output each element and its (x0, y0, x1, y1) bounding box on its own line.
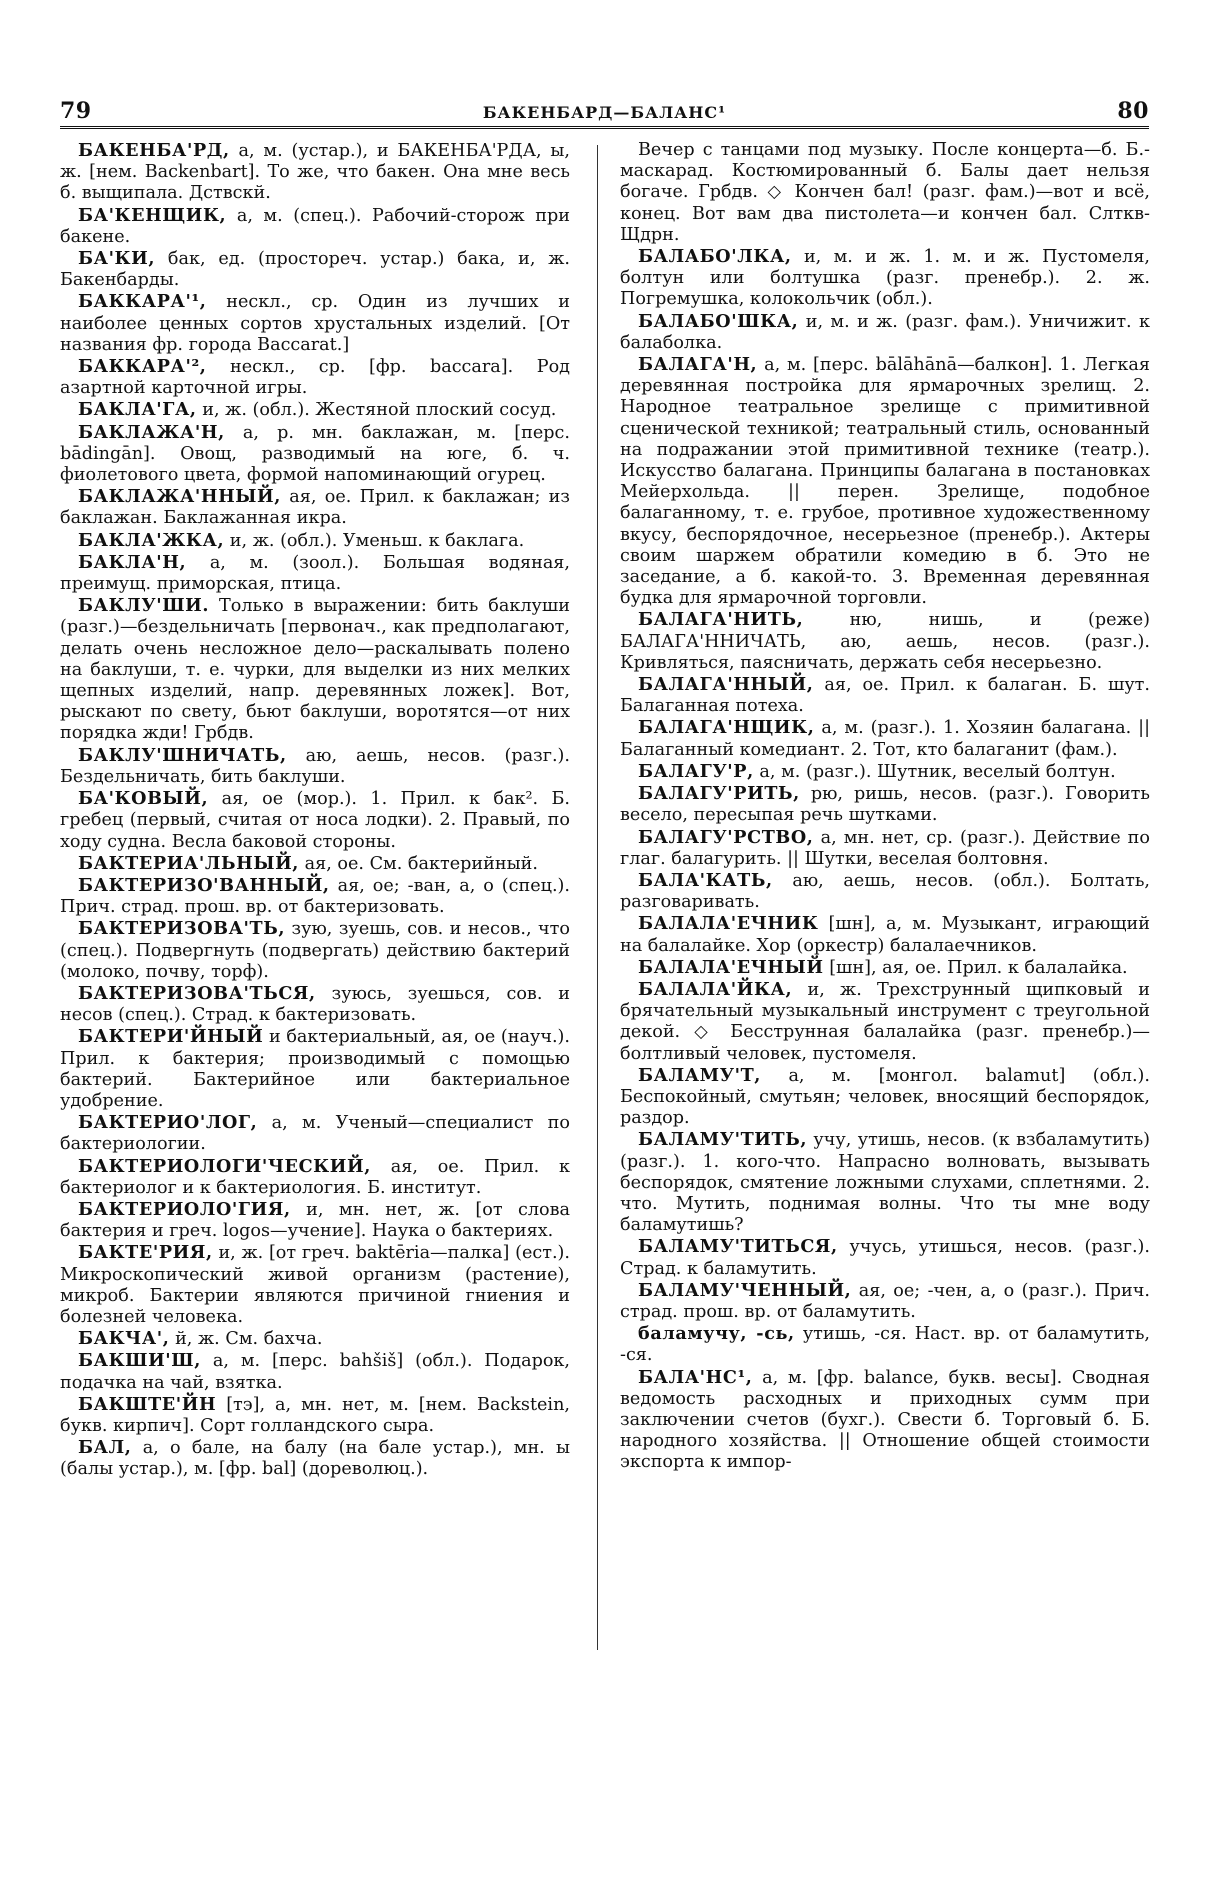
dictionary-entry (60, 983, 570, 1026)
dictionary-entry (60, 1026, 570, 1112)
dictionary-entry (60, 788, 570, 853)
entry-headword: БАКЛАЖА'ННЫЙ, (78, 486, 281, 508)
dictionary-entry (620, 979, 1150, 1065)
entry-headword: БАККАРА'², (78, 356, 207, 378)
entry-definition: и, ж. [от греч. baktēria—палка] (ест.). Микроскопический живой организм (растение), микроб. Бактерии являются причиной гниения и болезней человека. (60, 1243, 570, 1327)
entry-definition: нескл., ср. Один из лучших и наиболее ценных сортов хрустальных изделий. [От названия фр. города Baccarat.] (60, 292, 570, 355)
entry-headword: БАКТЕРИОЛО'ГИЯ, (78, 1198, 291, 1220)
dictionary-entry (60, 1350, 570, 1393)
dictionary-entry (620, 1065, 1150, 1130)
dictionary-entry (60, 486, 570, 529)
entry-definition: рю, ришь, несов. (разг.). Говорить весело, пересыпая речь шутками. (620, 784, 1150, 826)
dictionary-entry (60, 356, 570, 399)
entry-headword: БАЛАГУ'РСТВО, (638, 826, 814, 848)
entry-headword: БАЛАГУ'РИТЬ, (638, 783, 800, 805)
dictionary-entry (620, 1323, 1150, 1366)
entry-headword: БАЛ, (78, 1437, 132, 1459)
entry-definition: утишь, -ся. Наст. вр. от баламутить, -ся. (620, 1324, 1150, 1366)
dictionary-entry (60, 552, 570, 595)
entry-headword: БАЛАМУ'ЧЕННЫЙ, (638, 1279, 852, 1301)
entry-headword: БАЛАГА'НЩИК, (638, 717, 815, 739)
entry-definition: а, р. мн. баклажан, м. [перс. bādingān]. Овощ, разводимый на юге, б. ч. фиолетового цвета, формой напоминающий огурец. (60, 422, 570, 486)
entry-headword: БАЛАЛА'ЕЧНИК (638, 913, 819, 935)
entry-definition: а, м. (разг.). Шутник, веселый болтун. (759, 761, 1116, 782)
dictionary-entry (620, 957, 1150, 979)
entry-definition: и, м. и ж. (разг. фам.). Уничижит. к балаболка. (620, 311, 1150, 353)
entry-definition: ню, нишь, и (реже) БАЛАГА'ННИЧАТЬ, аю, аешь, несов. (разг.). Кривляться, паясничать, держать себя несерьезно. (620, 610, 1150, 673)
entry-headword: БАЛА'КАТЬ, (638, 869, 773, 891)
dictionary-entry (60, 853, 570, 875)
entry-headword: БАККАРА'¹, (78, 291, 207, 313)
entry-definition: Вечер с танцами под музыку. После концерта—б. Б.-маскарад. Костюмированный б. Балы дает нельзя богаче. Грбдв. ◇ Кончен бал! (разг. фам.)—вот и всё, конец. Вот вам два пистолета—и кончен бал. Слткв-Щдрн. (620, 140, 1150, 245)
entry-headword: БАКЛУ'ШИ. (78, 595, 210, 617)
dictionary-entry (60, 291, 570, 356)
entry-definition: а, о бале, на балу (на бале устар.), мн. ы (балы устар.), м. [фр. bal] (дореволюц.). (60, 1438, 570, 1480)
dictionary-entry (620, 783, 1150, 826)
entry-definition: а, м. [монгол. balamut] (обл.). Беспокойный, смутьян; человек, вносящий беспорядок, раздор. (620, 1065, 1150, 1129)
entry-definition: учу, утишь, несов. (к взбаламутить) (разг.). 1. кого-что. Напрасно волновать, вызывать беспорядок, смятение ложными слухами, сплетнями. 2. что. Мутить, поднимая волны. Что ты мне воду баламутишь? (620, 1130, 1150, 1236)
entry-headword: БА'КОВЫЙ, (78, 788, 209, 810)
dictionary-entry (60, 1328, 570, 1350)
dictionary-entry (60, 745, 570, 788)
entry-definition: а, м. (спец.). Рабочий-сторож при бакене. (60, 205, 570, 247)
dictionary-entry (60, 918, 570, 983)
entry-definition: ая, ое. Прил. к балаган. Б. шут. Балаганная потеха. (620, 675, 1150, 717)
entry-headword: БАКЛА'Н, (78, 551, 187, 573)
dictionary-entry (620, 717, 1150, 760)
entry-definition: ая, ое; -чен, а, о (разг.). Прич. страд. прош. вр. от баламутить. (620, 1280, 1150, 1322)
column-divider (597, 145, 598, 1650)
entry-definition: й, ж. См. бахча. (175, 1329, 323, 1350)
entry-definition: нескл., ср. [фр. baccara]. Род азартной карточной игры. (60, 357, 570, 399)
entry-headword: БАЛАБО'ШКА, (638, 310, 799, 332)
entry-definition: а, м. (разг.). 1. Хозяин балагана. || Балаганный комедиант. 2. Тот, кто балаганит (фам.). (620, 718, 1150, 760)
entry-headword: БАКЛА'ГА, (78, 399, 197, 421)
page-number-right: 80 (1117, 98, 1149, 124)
entry-headword: БАКТЕРИОЛОГИ'ЧЕСКИЙ, (78, 1155, 371, 1177)
entry-headword: БАЛАБО'ЛКА, (638, 246, 792, 268)
entry-definition: бак, ед. (простореч. устар.) бака, и, ж. Бакенбарды. (60, 249, 570, 291)
dictionary-entry (620, 913, 1150, 956)
dictionary-entry (60, 399, 570, 421)
dictionary-entry (620, 827, 1150, 870)
dictionary-entry (620, 1280, 1150, 1323)
dictionary-entry (620, 674, 1150, 717)
entry-headword: БАКШИ'Ш, (78, 1350, 201, 1372)
dictionary-entry (60, 595, 570, 744)
entry-headword: БАЛАЛА'ЕЧНЫЙ (638, 956, 824, 978)
entry-definition: ая, ое (мор.). 1. Прил. к бак². Б. гребец (первый, считая от носа лодки). 2. Правый, по ходу судна. Весла баковой стороны. (60, 789, 570, 852)
dictionary-entry (60, 422, 570, 487)
entry-definition: и, м. и ж. 1. м. и ж. Пустомеля, болтун или болтушка (разг. пренебр.). 2. ж. Погремушка, колокольчик (обл.). (620, 247, 1150, 310)
entry-headword: БАКЛУ'ШНИЧАТЬ, (78, 744, 287, 766)
entry-headword: БАЛАГА'НИТЬ, (638, 609, 804, 631)
running-header (60, 88, 1149, 124)
entry-definition: а, мн. нет, ср. (разг.). Действие по глаг. балагурить. || Шутки, веселая болтовня. (620, 827, 1150, 869)
entry-definition: а, м. (устар.), и БАКЕНБА'РДА, ы, ж. [нем. Backenbart]. То же, что бакен. Она мне весь б. выщипала. Дствскй. (60, 141, 570, 204)
entry-headword: баламучу, -сь, (638, 1323, 795, 1345)
entry-definition: и, ж. Трехструнный щипковый и брячательный музыкальный инструмент с треугольной декой. ◇ Бесструнная балалайка (разг. пренебр.)—болтливый человек, пустомеля. (620, 979, 1150, 1064)
entry-headword: БА'КИ, (78, 248, 156, 270)
entry-definition: и бактериальный, ая, ое (науч.). Прил. к бактерия; производимый с помощью бактерий. Бактерийное или бактериальное удобрение. (60, 1027, 570, 1111)
entry-definition: аю, аешь, несов. (разг.). Бездельничать, бить баклуши. (60, 745, 570, 787)
entry-definition: зую, зуешь, сов. и несов., что (спец.). Подвергнуть (подвергать) действию бактерий (молоко, почву, торф). (60, 919, 570, 982)
right-column (620, 140, 1150, 1750)
entry-headword: БАКТЕРИ'ЙНЫЙ (78, 1026, 264, 1048)
dictionary-entry (60, 1242, 570, 1328)
dictionary-entry (620, 1236, 1150, 1279)
page-number-left: 79 (60, 98, 92, 124)
dictionary-entry (620, 354, 1150, 609)
entry-headword: БАКТЕРИА'ЛЬНЫЙ, (78, 852, 300, 874)
left-column (60, 140, 570, 1750)
entry-headword: БАЛАМУ'ТИТЬ, (638, 1129, 808, 1151)
entry-headword: БАКТЕРИО'ЛОГ, (78, 1112, 258, 1134)
entry-definition: учусь, утишься, несов. (разг.). Страд. к баламутить. (620, 1237, 1150, 1279)
entry-definition: и, мн. нет, ж. [от слова бактерия и греч. logos—учение]. Наука о бактериях. (60, 1199, 570, 1242)
header-rule (60, 126, 1149, 129)
dictionary-entry (620, 870, 1150, 913)
entry-definition: ая, ое. См. бактерийный. (304, 853, 538, 874)
entry-definition: а, м. (зоол.). Большая водяная, преимущ. приморская, птица. (60, 552, 570, 595)
entry-definition: ая, ое. Прил. к баклажан; из баклажан. Баклажанная икра. (60, 487, 570, 529)
entry-definition: и, ж. (обл.). Уменьш. к баклага. (229, 530, 525, 551)
entry-headword: БАКЧА', (78, 1328, 170, 1350)
entry-headword: БАЛАЛА'ЙКА, (638, 978, 793, 1000)
entry-headword: БАКЛАЖА'Н, (78, 421, 225, 443)
entry-headword: БАЛАМУ'Т, (638, 1064, 762, 1086)
entry-headword: БАЛАГА'Н, (638, 354, 758, 376)
dictionary-entry (60, 1156, 570, 1199)
dictionary-entry (60, 1112, 570, 1155)
dictionary-entry (60, 140, 570, 205)
dictionary-entry (60, 248, 570, 291)
entry-headword: БАЛАГУ'Р, (638, 760, 754, 782)
entry-headword: БА'КЕНЩИК, (78, 204, 227, 226)
dictionary-entry (620, 311, 1150, 354)
entry-definition: а, м. [перс. bahšiš] (обл.). Подарок, подачка на чай, взятка. (60, 1351, 570, 1393)
entry-headword: БАЛАГА'ННЫЙ, (638, 674, 814, 696)
entry-definition: [тэ], а, мн. нет, м. [нем. Backstein, букв. кирпич]. Сорт голландского сыра. (60, 1394, 570, 1436)
entry-headword: БАКШТЕ'ЙН (78, 1393, 217, 1415)
entry-headword: БАКТЕРИЗО'ВАННЫЙ, (78, 874, 330, 896)
entry-definition: ая, ое; -ван, а, о (спец.). Прич. страд. прош. вр. от бактеризовать. (60, 875, 570, 918)
entry-headword: БАЛА'НС¹, (638, 1366, 753, 1388)
entry-headword: БАЛАМУ'ТИТЬСЯ, (638, 1236, 838, 1258)
dictionary-entry (60, 1199, 570, 1242)
dictionary-entry (60, 205, 570, 248)
entry-headword: БАКТЕ'РИЯ, (78, 1242, 213, 1264)
entry-definition: аю, аешь, несов. (обл.). Болтать, разговаривать. (620, 870, 1150, 913)
dictionary-entry (620, 1129, 1150, 1236)
entry-definition: и, ж. (обл.). Жестяной плоский сосуд. (202, 400, 557, 421)
entry-definition: [шн], ая, ое. Прил. к балалайка. (829, 957, 1128, 978)
dictionary-entry (620, 1367, 1150, 1474)
entry-headword: БАКТЕРИЗОВА'ТЬСЯ, (78, 982, 316, 1004)
dictionary-entry (620, 246, 1150, 311)
dictionary-entry (60, 875, 570, 918)
dictionary-entry (60, 1437, 570, 1480)
entry-definition: ая, ое. Прил. к бактериолог и к бактериология. Б. институт. (60, 1156, 570, 1198)
dictionary-entry (620, 140, 1150, 246)
dictionary-entry (620, 609, 1150, 674)
entry-definition: зуюсь, зуешься, сов. и несов (спец.). Страд. к бактеризовать. (60, 983, 570, 1026)
entry-headword: БАКЛА'ЖКА, (78, 529, 225, 551)
entry-definition: [шн], а, м. Музыкант, играющий на балалайке. Хор (оркестр) балалаечников. (620, 914, 1150, 956)
entry-definition: а, м. Ученый—специалист по бактериологии. (60, 1113, 570, 1155)
entry-headword: БАКЕНБА'РД, (78, 140, 230, 161)
dictionary-entry (60, 530, 570, 552)
dictionary-entry (620, 761, 1150, 783)
entry-definition: а, м. [фр. balance, букв. весы]. Сводная ведомость расходных и приходных сумм при заключении счетов (бухг.). Свести б. Торговый б. Б. народного хозяйства. || Отношение общей стоимости экспорта к импор- (620, 1367, 1150, 1473)
running-head-title: БАКЕНБАРД—БАЛАНС¹ (482, 103, 727, 122)
entry-definition: Только в выражении: бить баклуши (разг.)—бездельничать [первонач., как предполагают, делать очень несложное дело—раскалывать полено на баклуши, т. е. чурки, для выделки из них мелких щепных изделий, напр. деревянных ложек]. Вот, рыскают по свету, бьют баклуши, воротятся—от них порядка жди! Грбдв. (60, 596, 570, 744)
entry-headword: БАКТЕРИЗОВА'ТЬ, (78, 918, 286, 940)
entry-definition: а, м. [перс. bālāhānā—балкон]. 1. Легкая деревянная постройка для ярмарочных зрелищ. 2. Народное театральное зрелище с примитивной сценической техникой; театральный стиль, основанный на подражании этой примитивной технике (театр.). Искусство балагана. Принципы балагана в постановках Мейерхольда. || перен. Зрелище, подобное балаганному, т. е. грубое, противное художественному вкусу, беспорядочное, несерьезное (пренебр.). Актеры своим шаржем обратили комедию в б. Это не заседание, а б. какой-то. 3. Временная деревянная будка для ярмарочной торговли. (620, 355, 1150, 609)
dictionary-entry (60, 1394, 570, 1437)
